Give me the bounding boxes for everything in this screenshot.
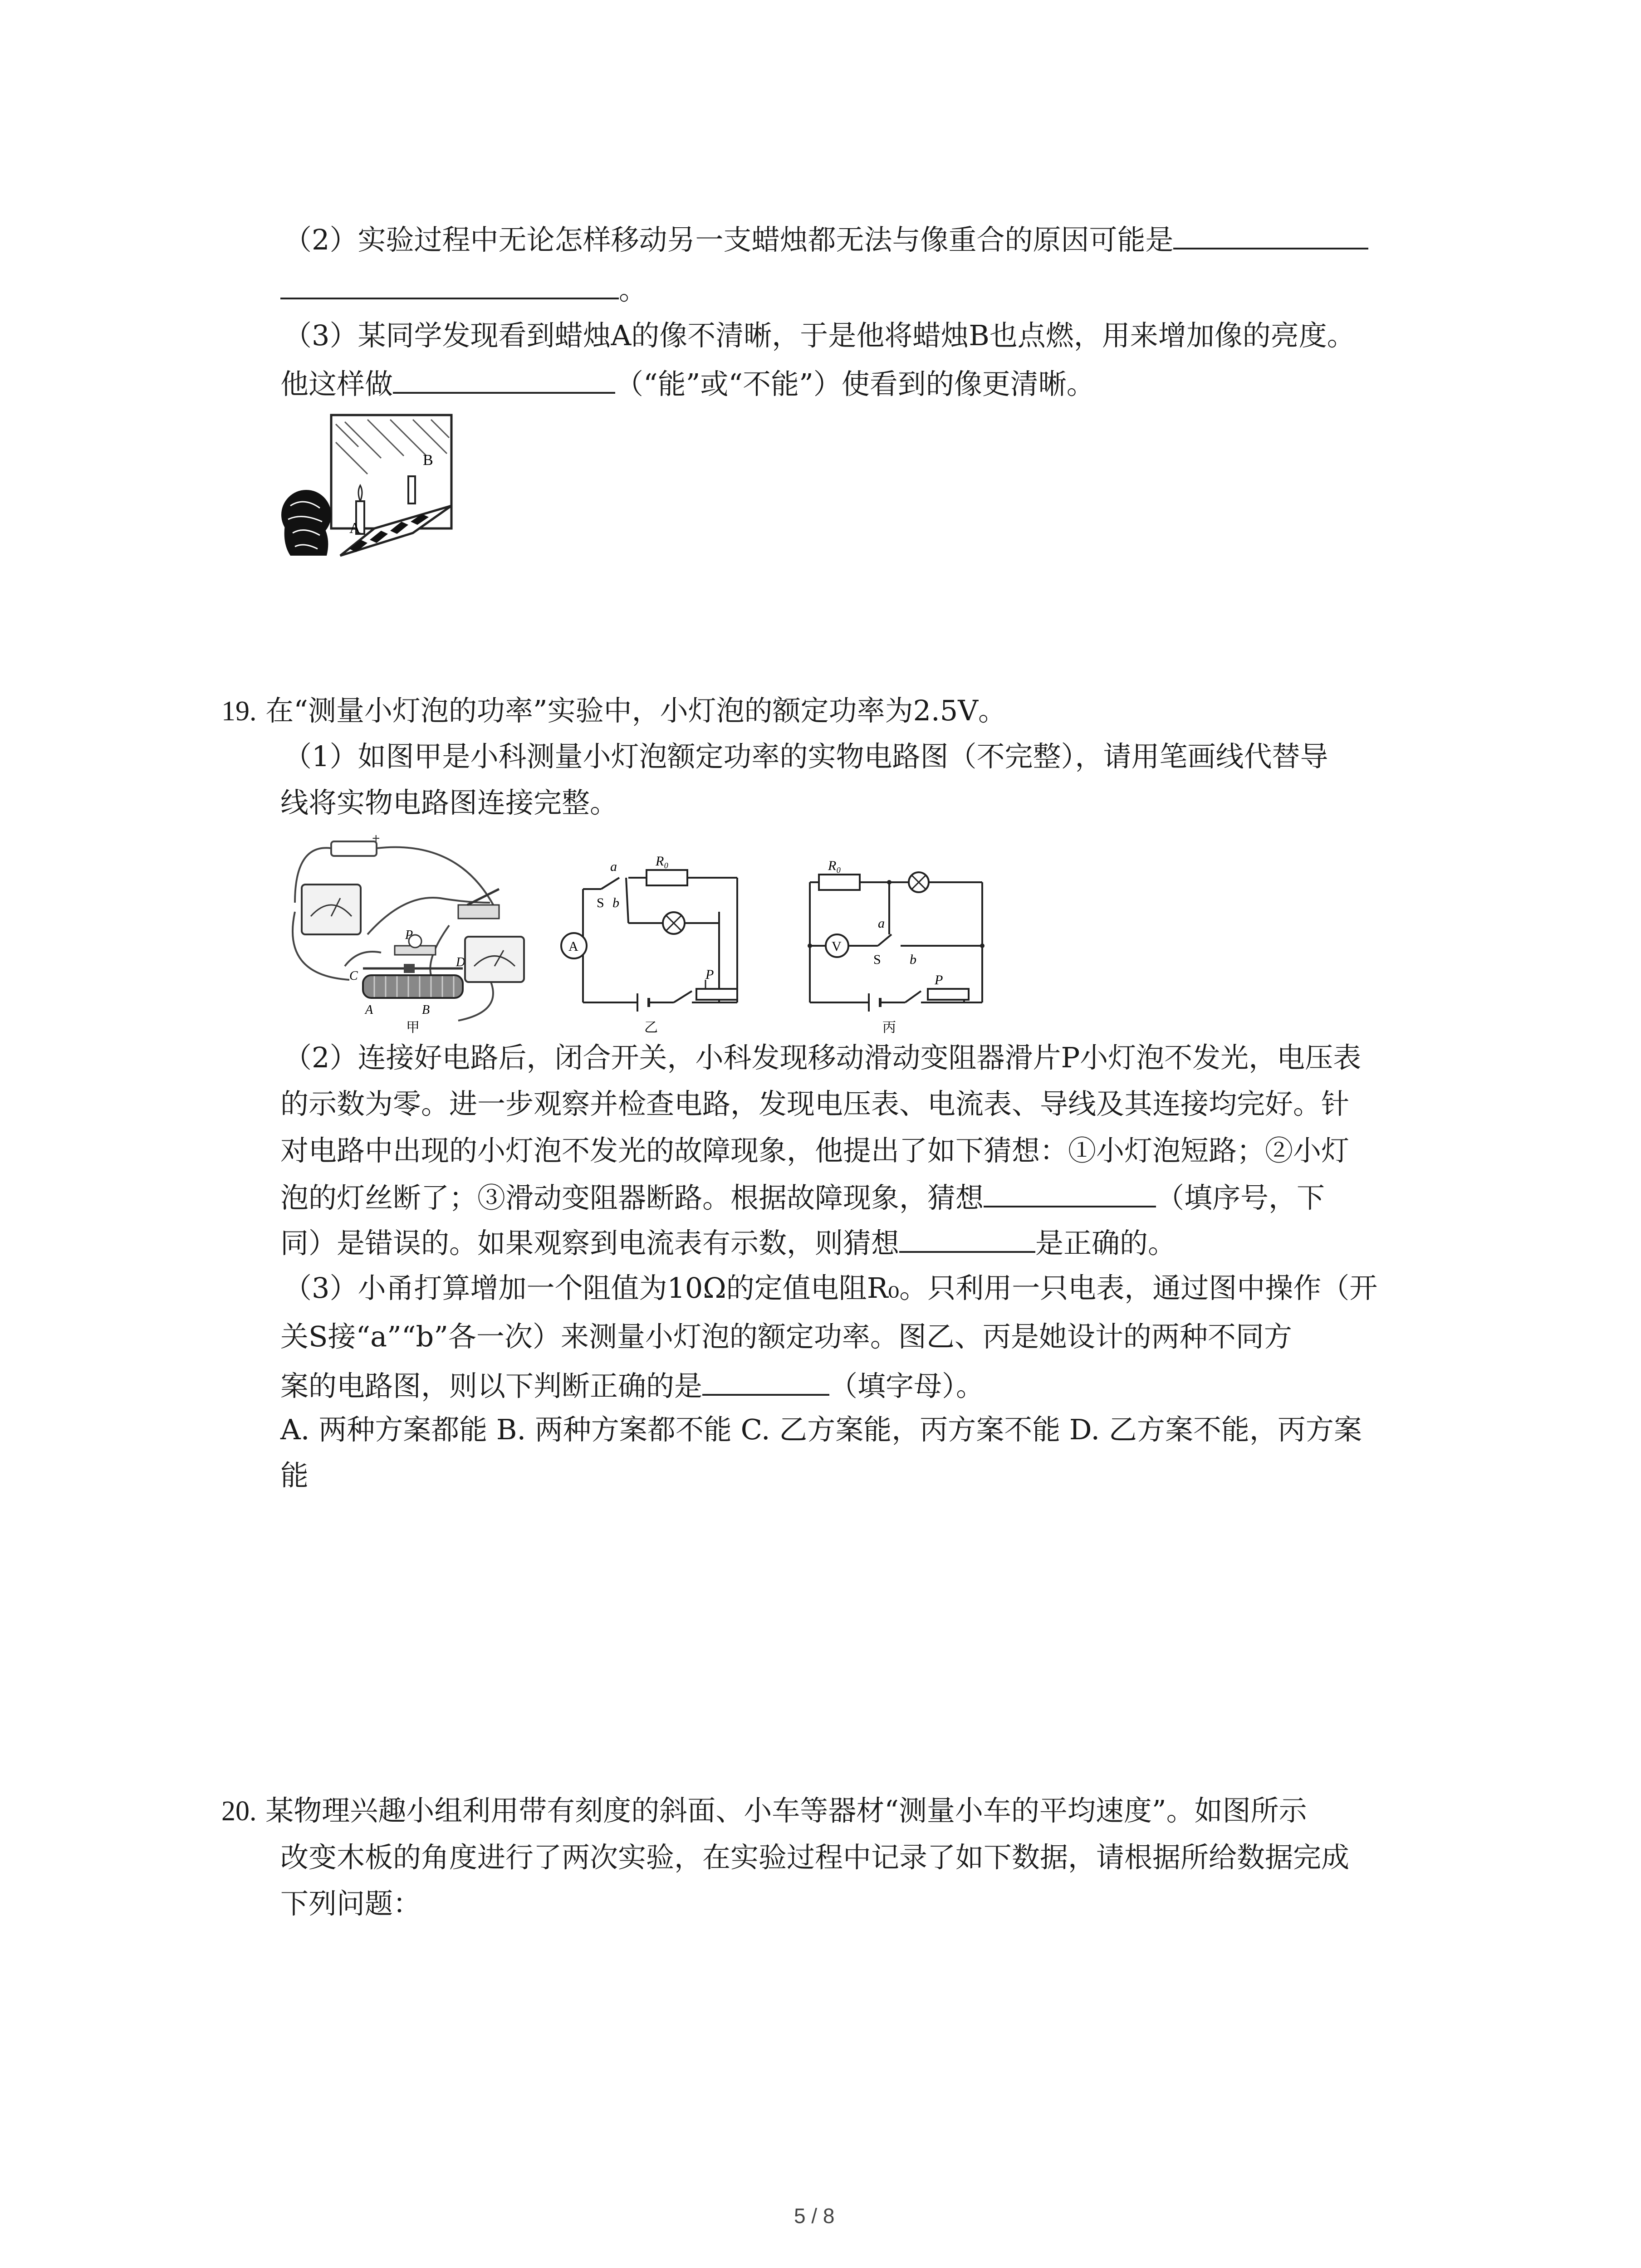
page-number: 5 / 8	[794, 2204, 835, 2228]
q19-options-line1: A. 两种方案都能 B. 两种方案都不能 C. 乙方案能，丙方案不能 D. 乙方案不能，丙方案	[280, 1413, 1362, 1446]
q19-part3-line2: 关S接“a”“b”各一次）来测量小灯泡的额定功率。图乙、丙是她设计的两种不同方	[280, 1320, 1292, 1353]
svg-text:S: S	[597, 895, 604, 910]
q18-part2-line1	[284, 221, 1368, 258]
circuit-figure-bing	[801, 853, 996, 1034]
svg-text:b: b	[612, 895, 619, 910]
q20-line1: 20. 某物理兴趣小组利用带有刻度的斜面、小车等器材“测量小车的平均速度”。如图所示	[221, 1794, 1307, 1827]
circuit-figure-yi	[556, 853, 769, 1034]
q20-line2: 改变木板的角度进行了两次实验，在实验过程中记录了如下数据，请根据所给数据完成	[280, 1841, 1350, 1874]
answer-blank[interactable]	[702, 1368, 829, 1396]
q18-part2-line2	[280, 271, 647, 308]
candle-b-label: B	[423, 452, 433, 469]
q19-part2-line1: （2）连接好电路后，闭合开关，小科发现移动滑动变阻器滑片P小灯泡不发光，电压表	[284, 1041, 1362, 1074]
svg-text:R₀: R₀	[656, 854, 669, 869]
svg-text:P: P	[705, 967, 714, 982]
q19-part1-line1: （1）如图甲是小科测量小灯泡额定功率的实物电路图（不完整），请用笔画线代替导	[284, 740, 1328, 773]
candle-a-label: A	[349, 520, 361, 537]
q20-line3: 下列问题：	[280, 1887, 421, 1920]
answer-blank[interactable]	[984, 1179, 1156, 1207]
q19-stem: 19. 在“测量小灯泡的功率”实验中，小灯泡的额定功率为2.5V。	[221, 694, 1006, 727]
figure-label-bing: 丙	[882, 1020, 896, 1034]
answer-blank[interactable]	[393, 366, 615, 394]
figure-label-jia: 甲	[406, 1020, 420, 1034]
svg-text:V: V	[832, 939, 842, 954]
q18-part3-line2: 他这样做 （“能”或“不能”）使看到的像更清晰。	[280, 366, 1095, 402]
q19-part3-line1: （3）小甬打算增加一个阻值为10Ω的定值电阻R₀。只利用一只电表，通过图中操作（开	[284, 1271, 1378, 1305]
svg-text:+: +	[372, 831, 380, 846]
q19-part2-line4: 泡的灯丝断了；③滑动变阻器断路。根据故障现象，猜想 （填序号，下	[280, 1179, 1325, 1216]
svg-text:A: A	[365, 1003, 373, 1017]
svg-text:S: S	[873, 952, 881, 967]
answer-blank[interactable]	[899, 1225, 1035, 1253]
svg-text:B: B	[422, 1003, 430, 1017]
svg-text:P: P	[935, 973, 943, 987]
q19-part1-line2: 线将实物电路图连接完整。	[280, 786, 618, 819]
svg-text:C: C	[349, 969, 358, 983]
svg-text:D: D	[456, 955, 465, 969]
q18-part2-end: 。	[619, 273, 647, 306]
circuit-figure-jia	[277, 830, 544, 1034]
svg-text:a: a	[610, 859, 617, 874]
q19-part2-line5: 同）是错误的。如果观察到电流表有示数，则猜想 是正确的。	[280, 1225, 1176, 1261]
svg-text:P: P	[405, 928, 413, 942]
q19-part2-line2: 的示数为零。进一步观察并检查电路，发现电压表、电流表、导线及其连接均完好。针	[280, 1087, 1350, 1120]
question-number: 19.	[221, 696, 257, 727]
answer-blank[interactable]	[1173, 221, 1368, 249]
q18-part2-text: （2）实验过程中无论怎样移动另一支蜡烛都无法与像重合的原因可能是	[284, 223, 1174, 256]
mirror-candle-figure	[277, 411, 458, 560]
q19-options-line2: 能	[280, 1459, 309, 1492]
svg-text:R₀: R₀	[828, 858, 841, 873]
question-number: 20.	[221, 1796, 257, 1827]
q18-part3-line1: （3）某同学发现看到蜡烛A的像不清晰，于是他将蜡烛B也点燃，用来增加像的亮度。	[284, 319, 1355, 352]
svg-text:b: b	[910, 952, 916, 967]
q19-part2-line3: 对电路中出现的小灯泡不发光的故障现象，他提出了如下猜想：①小灯泡短路；②小灯	[280, 1134, 1350, 1167]
q19-part3-line3: 案的电路图，则以下判断正确的是 （填字母）。	[280, 1368, 984, 1404]
svg-text:a: a	[878, 916, 885, 931]
answer-blank[interactable]	[280, 271, 619, 299]
svg-text:A: A	[568, 939, 578, 954]
figure-label-yi: 乙	[644, 1020, 658, 1034]
